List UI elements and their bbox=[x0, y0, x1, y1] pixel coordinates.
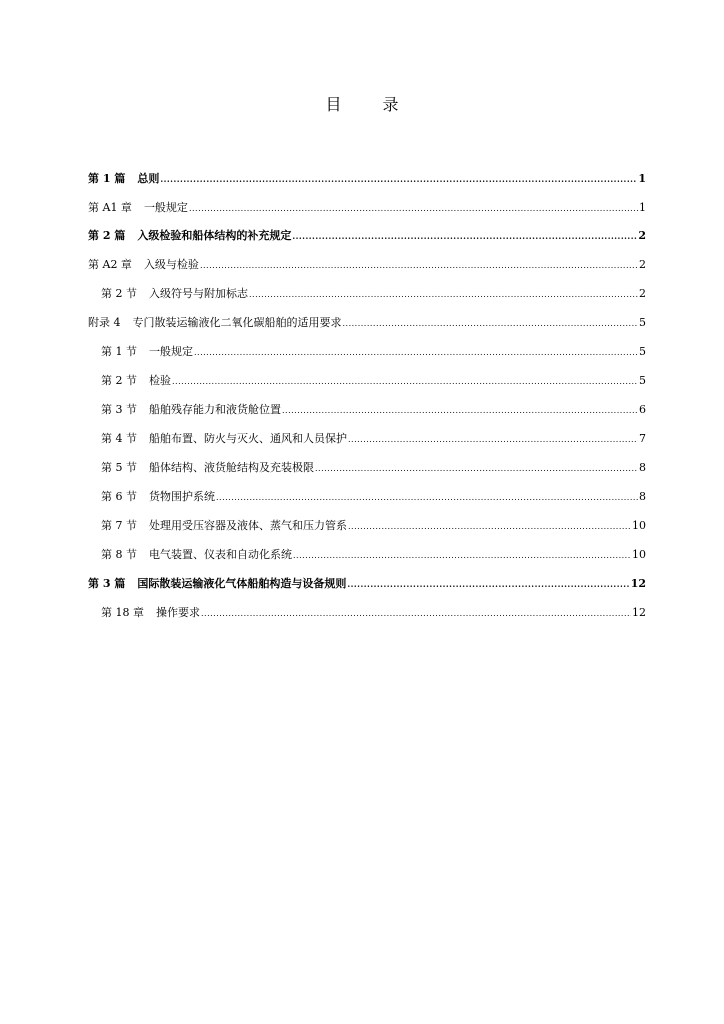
toc-entry-page: 5 bbox=[639, 316, 646, 329]
toc-entry[interactable] bbox=[101, 432, 646, 447]
toc-entry-title: 检验 bbox=[149, 374, 171, 387]
toc-leader-dots bbox=[348, 520, 631, 534]
toc-leader-dots bbox=[348, 433, 638, 447]
toc-leader-dots bbox=[160, 172, 637, 186]
toc-entry-label: 第 A2 章 bbox=[88, 258, 132, 271]
toc-entry-label: 第 4 节 bbox=[101, 432, 137, 445]
toc-leader-dots bbox=[200, 259, 638, 273]
toc-entry-page: 2 bbox=[639, 258, 646, 271]
toc-entry-title: 货物围护系统 bbox=[149, 490, 215, 503]
toc-leader-dots bbox=[249, 288, 638, 302]
toc-entry[interactable] bbox=[88, 201, 646, 216]
toc-entry-label: 第 6 节 bbox=[101, 490, 137, 503]
toc-entry-title: 总则 bbox=[137, 172, 160, 185]
toc-entry-label: 第 2 篇 bbox=[88, 229, 126, 242]
toc-entry[interactable] bbox=[101, 519, 646, 534]
toc-entry-label: 第 2 节 bbox=[101, 374, 137, 387]
toc-entry-label: 第 5 节 bbox=[101, 461, 137, 474]
toc-entry-title: 一般规定 bbox=[143, 201, 188, 214]
page-title: 目 录 bbox=[325, 95, 417, 114]
toc-entry[interactable] bbox=[101, 490, 646, 505]
toc-entry[interactable] bbox=[88, 172, 646, 186]
toc-entry-page: 10 bbox=[632, 548, 646, 561]
toc-entry[interactable] bbox=[101, 548, 646, 563]
toc-entry-page: 7 bbox=[639, 432, 646, 445]
toc-entry-page: 12 bbox=[630, 577, 646, 590]
toc-leader-dots bbox=[172, 375, 638, 389]
toc-entry-label: 第 8 节 bbox=[101, 548, 137, 561]
toc-leader-dots bbox=[347, 577, 629, 591]
toc-entry-label: 第 1 篇 bbox=[88, 172, 126, 185]
toc-entry[interactable] bbox=[88, 258, 646, 273]
toc-entry-label: 第 7 节 bbox=[101, 519, 137, 532]
toc-entry-page: 6 bbox=[639, 403, 646, 416]
toc-entry-page: 5 bbox=[639, 345, 646, 358]
toc-leader-dots bbox=[315, 462, 638, 476]
toc-entry[interactable] bbox=[101, 606, 646, 621]
toc-entry-page: 2 bbox=[638, 229, 646, 242]
toc-entry[interactable] bbox=[101, 403, 646, 418]
toc-entry-title: 入级符号与附加标志 bbox=[149, 287, 248, 300]
toc-leader-dots bbox=[292, 229, 637, 243]
toc-entry-page: 2 bbox=[639, 287, 646, 300]
toc-entry-title: 船体结构、液货舱结构及充装极限 bbox=[149, 461, 314, 474]
toc-entry-page: 8 bbox=[639, 461, 646, 474]
toc-entry-title: 船舶布置、防火与灭火、通风和人员保护 bbox=[149, 432, 347, 445]
toc-leader-dots bbox=[189, 202, 638, 216]
toc-leader-dots bbox=[194, 346, 638, 360]
toc-entry-label: 第 1 节 bbox=[101, 345, 137, 358]
toc-entry-label: 第 18 章 bbox=[101, 606, 144, 619]
toc-entry-page: 5 bbox=[639, 374, 646, 387]
toc-entry[interactable] bbox=[101, 345, 646, 360]
toc-entry-label: 第 3 篇 bbox=[88, 577, 126, 590]
toc-leader-dots bbox=[293, 549, 631, 563]
toc-entry-page: 8 bbox=[639, 490, 646, 503]
toc-entry[interactable] bbox=[88, 316, 646, 331]
toc-entry[interactable] bbox=[88, 577, 646, 591]
toc-leader-dots bbox=[343, 317, 639, 331]
toc-entry-label: 附录 4 bbox=[88, 316, 121, 329]
toc-entry[interactable] bbox=[101, 374, 646, 389]
toc-entry-title: 入级与检验 bbox=[143, 258, 199, 271]
toc-entry-title: 电气装置、仪表和自动化系统 bbox=[149, 548, 292, 561]
toc-leader-dots bbox=[216, 491, 638, 505]
toc-entry-page: 1 bbox=[639, 201, 646, 214]
toc-entry-page: 1 bbox=[638, 172, 646, 185]
toc-entry-title: 处理用受压容器及液体、蒸气和压力管系 bbox=[149, 519, 347, 532]
toc-entry-title: 入级检验和船体结构的补充规定 bbox=[137, 229, 292, 242]
toc-leader-dots bbox=[282, 404, 638, 418]
toc-entry-label: 第 A1 章 bbox=[88, 201, 132, 214]
toc-entry[interactable] bbox=[88, 229, 646, 243]
toc-entry-title: 一般规定 bbox=[149, 345, 193, 358]
toc-entry[interactable] bbox=[101, 461, 646, 476]
toc-entry-title: 船舶残存能力和液货舱位置 bbox=[149, 403, 281, 416]
toc-entry-title: 操作要求 bbox=[156, 606, 200, 619]
toc-leader-dots bbox=[201, 607, 631, 621]
toc-entry-title: 专门散装运输液化二氧化碳船舶的适用要求 bbox=[132, 316, 342, 329]
toc-entry-label: 第 2 节 bbox=[101, 287, 137, 300]
toc-entry-page: 10 bbox=[632, 519, 646, 532]
toc-entry-title: 国际散装运输液化气体船舶构造与设备规则 bbox=[137, 577, 347, 590]
toc-entry-label: 第 3 节 bbox=[101, 403, 137, 416]
toc-entry[interactable] bbox=[101, 287, 646, 302]
toc-entry-page: 12 bbox=[632, 606, 646, 619]
